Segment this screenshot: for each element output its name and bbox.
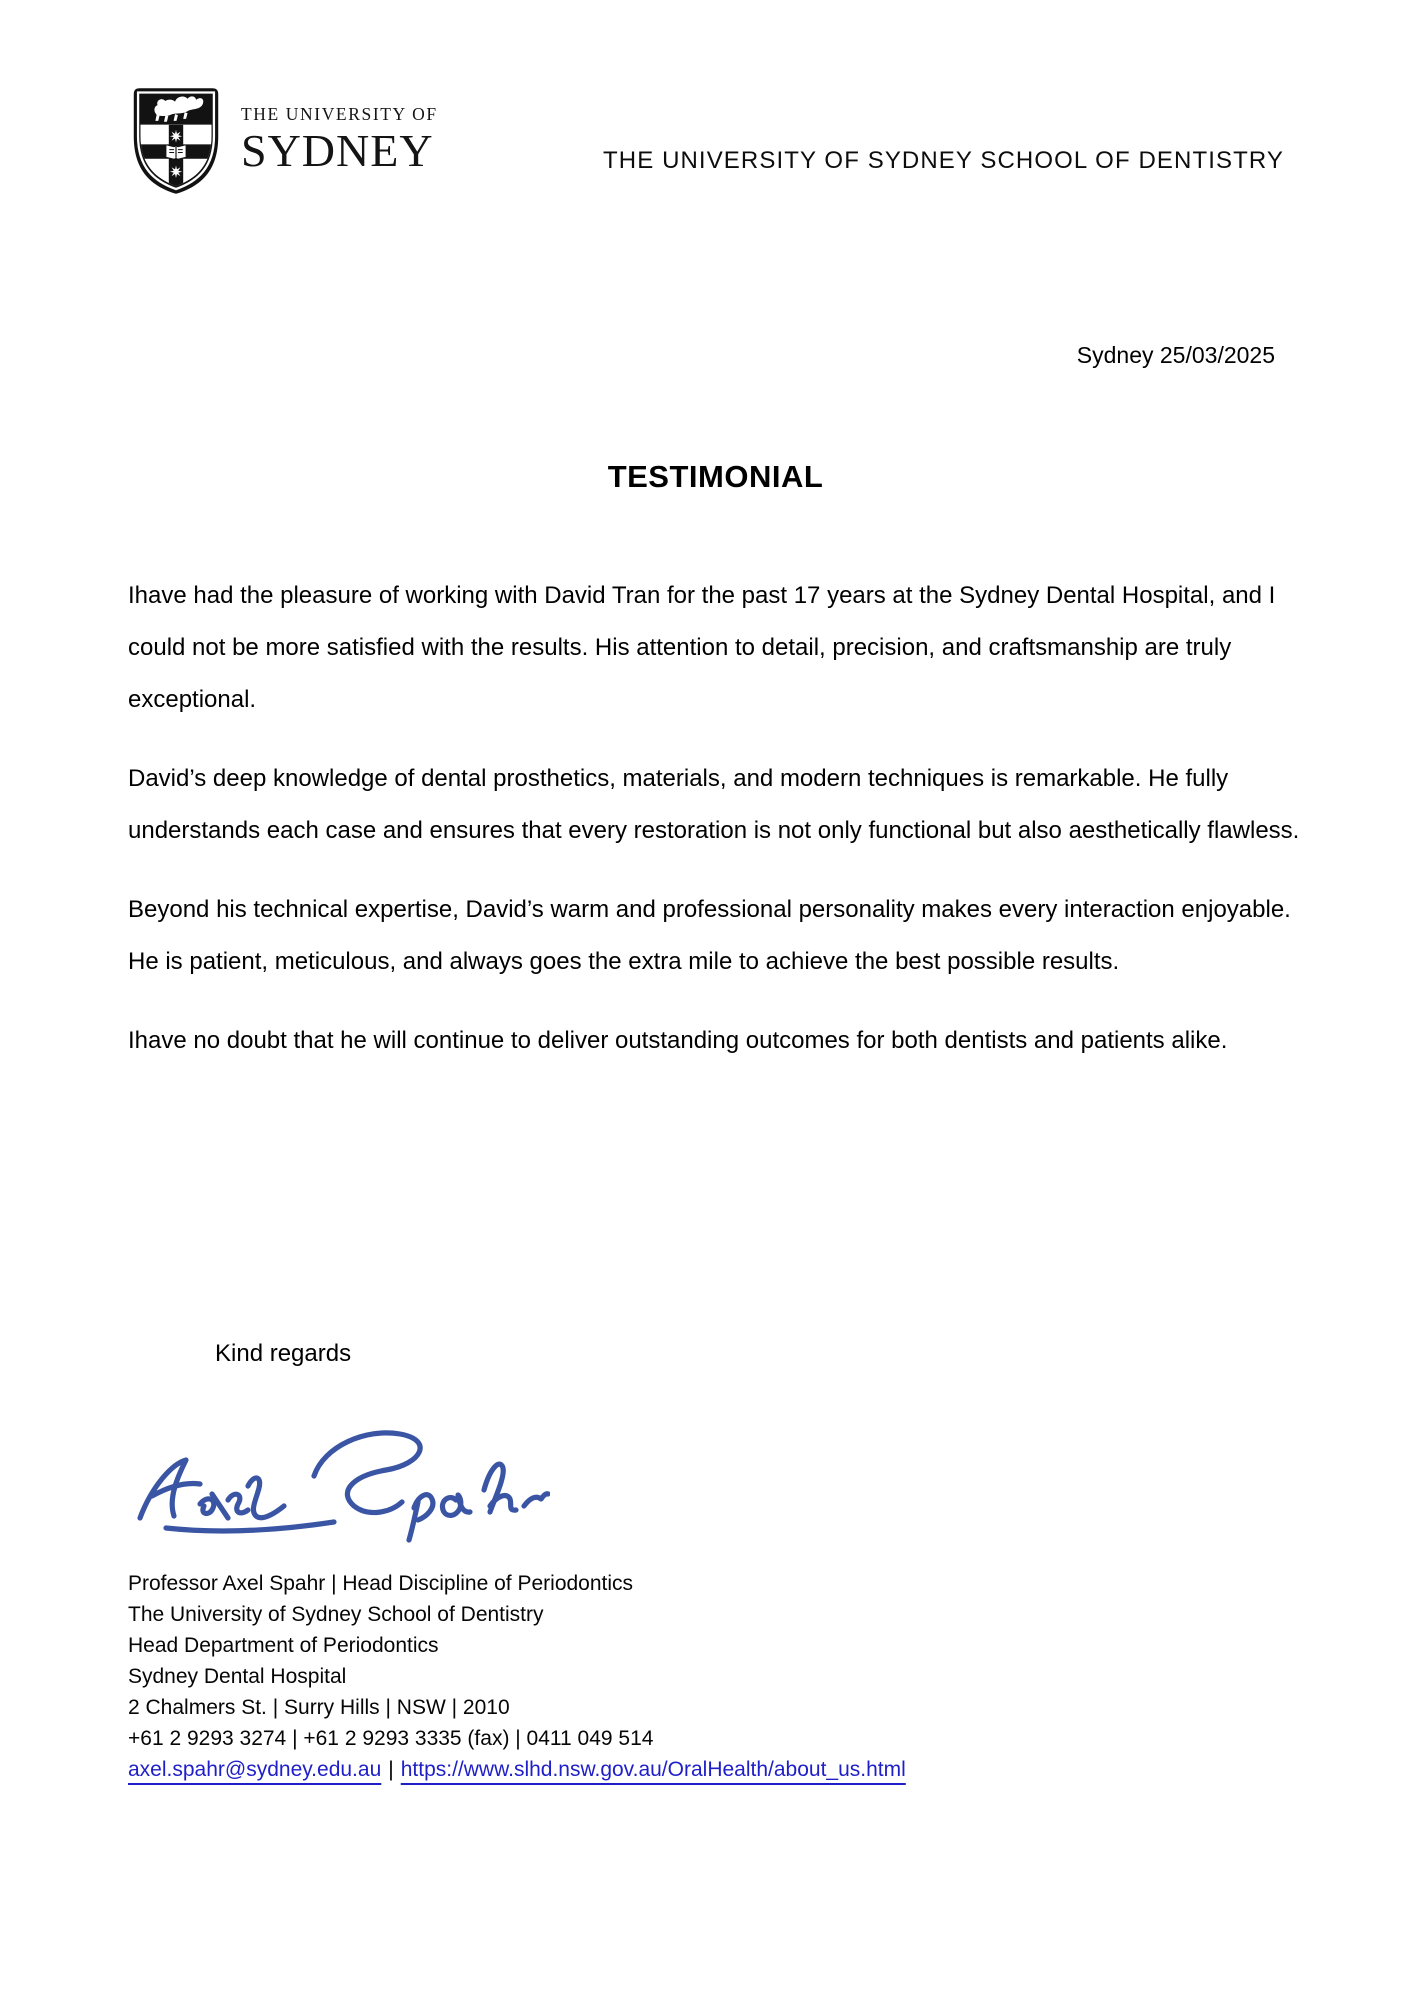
university-wordmark <box>241 86 438 175</box>
signature-contact-links <box>128 1754 906 1785</box>
body-paragraph: Beyond his technical expertise, David’s warm and professional personality makes every interaction enjoyable. He is patient, meticulous, and always goes the extra mile to achieve the best possible results. <box>128 896 1291 975</box>
wordmark-bottom-text: SYDNEY <box>241 125 434 176</box>
signature-block-line: Sydney Dental Hospital <box>128 1665 347 1688</box>
date-line: Sydney 25/03/2025 <box>1076 342 1275 368</box>
closing-salutation: Kind regards <box>215 1340 352 1367</box>
university-logo <box>128 86 438 196</box>
signature-block <box>128 1568 906 1785</box>
website-link[interactable]: https://www.slhd.nsw.gov.au/OralHealth/about_us.html <box>400 1758 906 1781</box>
signature-block-line: Head Department of Periodontics <box>128 1634 439 1657</box>
wordmark-top-text: THE UNIVERSITY OF <box>241 104 438 124</box>
link-separator: | <box>388 1758 394 1781</box>
letter-body <box>128 570 1303 1094</box>
body-paragraph: Ihave had the pleasure of working with David Tran for the past 17 years at the Sydney Dental Hospital, and I could not be more satisfied with the results. His attention to detail, precision, and craftsmanship are truly exceptional. <box>128 582 1276 713</box>
email-link[interactable]: axel.spahr@sydney.edu.au <box>128 1758 382 1781</box>
signature-handwriting-image <box>126 1424 550 1550</box>
body-paragraph: Ihave no doubt that he will continue to deliver outstanding outcomes for both dentists and patients alike. <box>128 1027 1228 1054</box>
body-paragraph: David’s deep knowledge of dental prosthetics, materials, and modern techniques is remarkable. He fully understands each case and ensures that every restoration is not only functional but also aesthetically flawless. <box>128 765 1300 844</box>
document-title: TESTIMONIAL <box>607 459 824 494</box>
signature-block-line: Professor Axel Spahr | Head Discipline of Periodontics <box>128 1572 634 1595</box>
signature-block-line: +61 2 9293 3274 | +61 2 9293 3335 (fax) | 0411 049 514 <box>128 1727 654 1750</box>
signature-block-line: The University of Sydney School of Dentistry <box>128 1603 544 1626</box>
signature-block-line: 2 Chalmers St. | Surry Hills | NSW | 2010 <box>128 1696 510 1719</box>
letterhead-title: THE UNIVERSITY OF SYDNEY SCHOOL OF DENTISTRY <box>603 147 1284 174</box>
sydney-crest-icon <box>128 86 224 196</box>
